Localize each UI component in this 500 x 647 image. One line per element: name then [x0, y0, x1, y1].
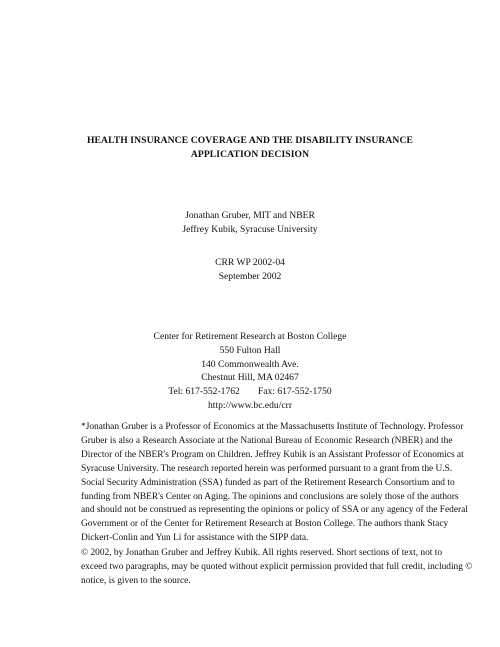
- footnote-line: and should not be construed as representing the opinions or policy of SSA or any agency of the Federal: [81, 505, 468, 516]
- footnote-line: Social Security Administration (SSA) funded as part of the Retirement Research Consortium and to: [81, 477, 455, 488]
- phone-fax-line: [40, 385, 460, 399]
- copyright-line: exceed two paragraphs, may be quoted without explicit permission provided that full credit, including ©: [81, 561, 473, 572]
- fax: Fax: 617-552-1750: [257, 386, 332, 398]
- footnote-line: Gruber is also a Research Associate at the National Bureau of Economic Research (NBER) and the: [81, 435, 453, 446]
- address-org: Center for Retirement Research at Boston College: [153, 331, 347, 342]
- address-street: 140 Commonwealth Ave.: [201, 358, 299, 370]
- address-city: Chestnut Hill, MA 02467: [201, 372, 299, 384]
- copyright-notice: [81, 547, 473, 589]
- title-line-2: APPLICATION DECISION: [190, 149, 310, 160]
- working-paper-date: September 2002: [218, 270, 282, 282]
- paper-title: [40, 134, 460, 162]
- address-building: 550 Fulton Hall: [219, 344, 281, 356]
- footnote-line: Syracuse University. The research reported herein was performed pursuant to a grant from the U.S.: [81, 463, 453, 474]
- footnote-line: Dickert-Conlin and Yun Li for assistance with the SIPP data.: [81, 533, 309, 544]
- copyright-line: © 2002, by Jonathan Gruber and Jeffrey Kubik. All rights reserved. Short sections of text, not to: [81, 548, 443, 558]
- title-line-1: HEALTH INSURANCE COVERAGE AND THE DISABILITY INSURANCE: [87, 135, 413, 146]
- footnote-line: Government or of the Center for Retirement Research at Boston College. The authors thank Stacy: [81, 519, 449, 530]
- telephone: Tel: 617-552-1762: [168, 386, 240, 398]
- working-paper-info: [40, 256, 460, 283]
- footnote-line: funding from NBER's Center on Aging. The opinions and conclusions are solely those of the authors: [81, 491, 459, 502]
- working-paper-number: CRR WP 2002-04: [215, 257, 285, 268]
- author-footnote: [81, 421, 468, 546]
- address-block: [40, 330, 460, 413]
- website-url[interactable]: http://www.bc.edu/crr: [207, 399, 293, 411]
- footnote-line: Director of the NBER's Program on Children. Jeffrey Kubik is an Assistant Professor of Economics at: [81, 449, 464, 460]
- author-block: [40, 209, 460, 236]
- author-kubik: Jeffrey Kubik, Syracuse University: [182, 223, 318, 235]
- author-gruber: Jonathan Gruber, MIT and NBER: [185, 210, 315, 221]
- footnote-line: *Jonathan Gruber is a Professor of Economics at the Massachusetts Institute of Technology. Professor: [81, 422, 464, 432]
- copyright-line: notice, is given to the source.: [81, 575, 191, 586]
